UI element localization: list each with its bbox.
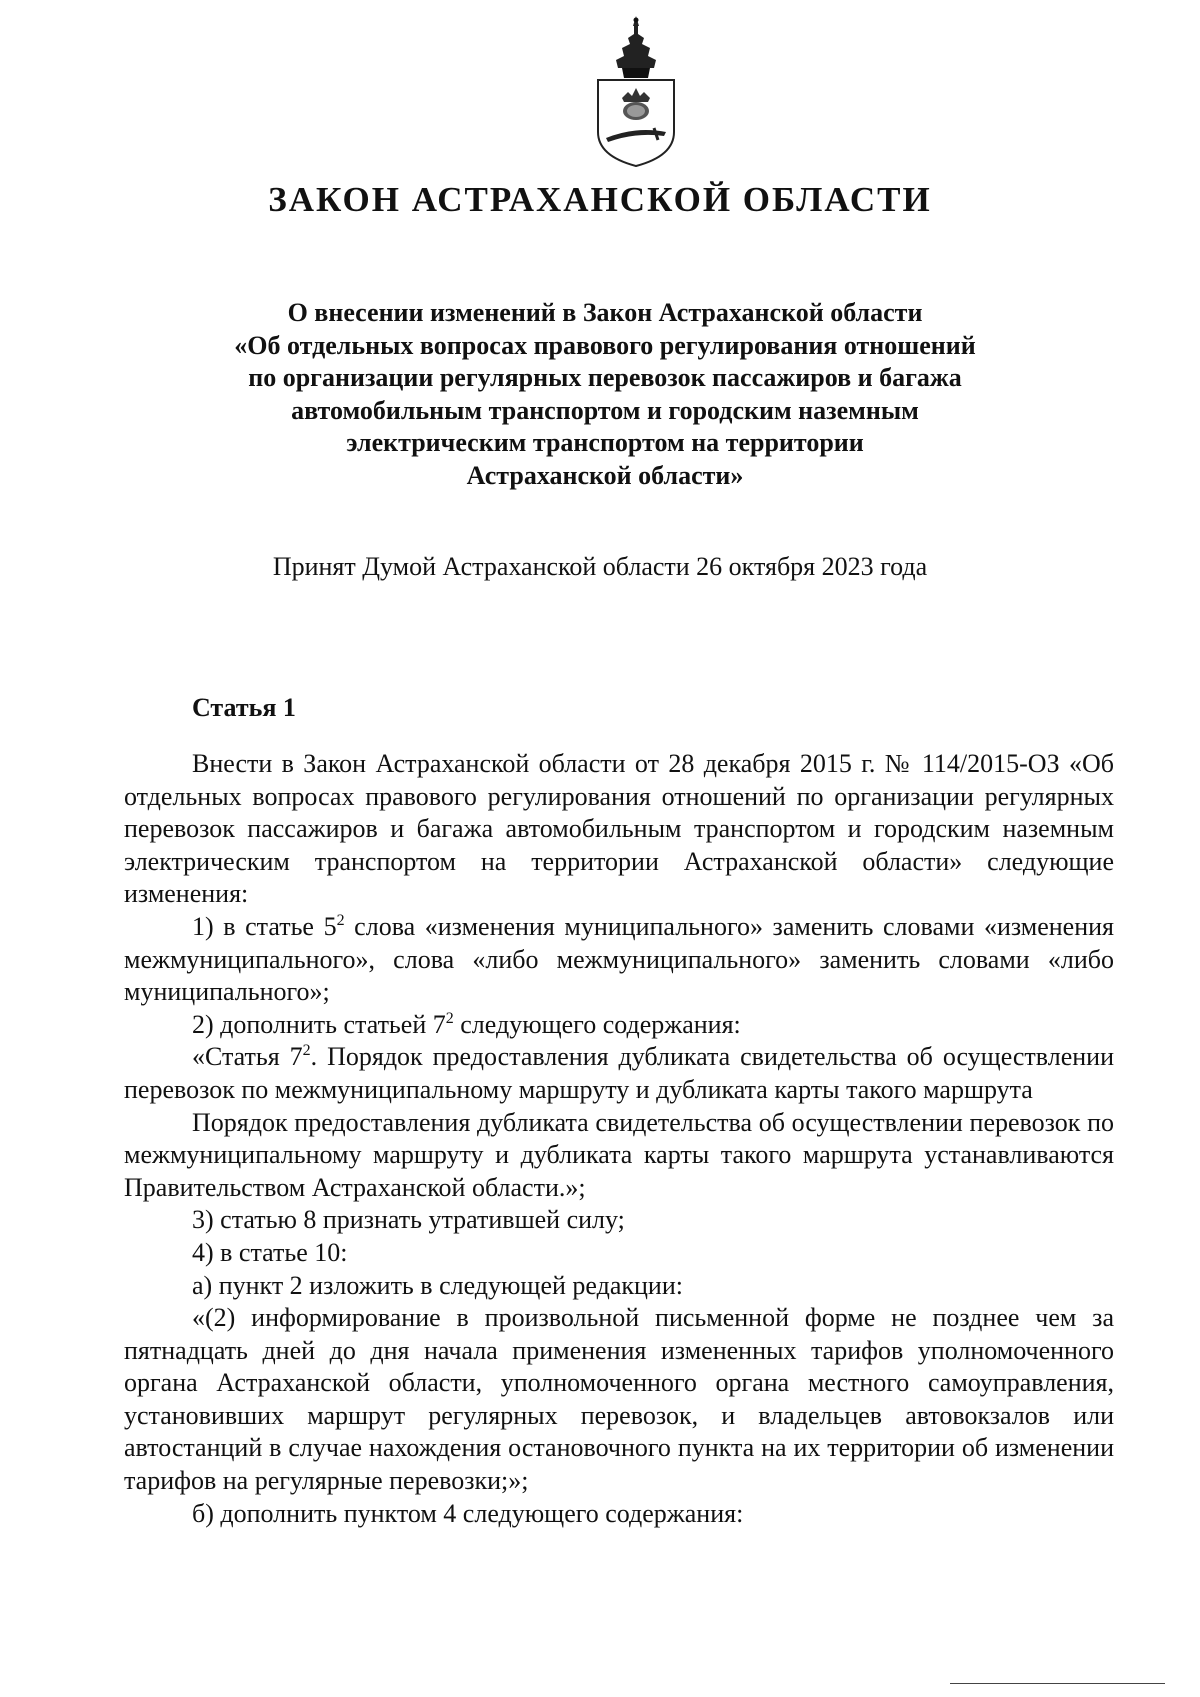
law-subtitle (160, 297, 1050, 492)
subtitle-line: электрическим транспортом на территории (346, 428, 864, 457)
item-2 (124, 1009, 1114, 1042)
coat-of-arms-icon (592, 14, 680, 168)
page-divider (950, 1683, 1165, 1684)
item-1-text: слова «изменения муниципального» заменить словами «изменения межмуниципального», слова «либо межмуниципального» заменить словами «либо муниципального»; (124, 911, 1115, 1007)
item-1-prefix: 1) в статье 5 (192, 911, 337, 941)
item-1 (124, 911, 1114, 1009)
subtitle-line: «Об отдельных вопросах правового регулирования отношений (234, 330, 976, 360)
item-2-text: следующего содержания: (453, 1009, 741, 1039)
item-3: 3) статью 8 признать утратившей силу; (192, 1205, 625, 1235)
subtitle-line: Астраханской области» (466, 460, 744, 490)
item-2-article-text: Порядок предоставления дубликата свидетельства об осуществлении перевозок по межмуниципальному маршруту и дубликата карты такого маршрута устанавливаются Правительством Астраханской области.»; (124, 1107, 1114, 1202)
item-2-article-prefix: «Статья 7 (192, 1042, 303, 1072)
subtitle-line: по организации регулярных перевозок пассажиров и багажа (248, 363, 962, 392)
item-4a: а) пункт 2 изложить в следующей редакции: (192, 1270, 683, 1300)
subtitle-line: автомобильным транспортом и городским наземным (291, 395, 919, 425)
item-2-prefix: 2) дополнить статьей 7 (192, 1009, 446, 1039)
item-4: 4) в статье 10: (192, 1237, 348, 1267)
article-body (124, 748, 1114, 1530)
item-4b: б) дополнить пунктом 4 следующего содержания: (192, 1498, 744, 1528)
intro-paragraph: Внести в Закон Астраханской области от 28 декабря 2015 г. № 114/2015-ОЗ «Об отдельных вопросах правового регулирования отношений по организации регулярных перевозок пассажиров и багажа автомобильным транспортом и городским наземным электрическим транспортом на территории Астраханской области» следующие изменения: (124, 749, 1114, 909)
adoption-note: Принят Думой Астраханской области 26 октября 2023 года (272, 552, 928, 581)
item-2-article-title: . Порядок предоставления дубликата свидетельства об осуществлении перевозок по межмуниципальному маршруту и дубликата карты такого маршрута (124, 1042, 1114, 1104)
item-2-article-superscript: 2 (302, 1042, 311, 1060)
item-2-superscript: 2 (445, 1009, 454, 1027)
article-heading: Статья 1 (192, 693, 296, 722)
law-title: ЗАКОН АСТРАХАНСКОЙ ОБЛАСТИ (268, 180, 932, 219)
subtitle-line: О внесении изменений в Закон Астраханской области (287, 298, 923, 327)
item-2-article-heading (124, 1041, 1114, 1106)
item-1-superscript: 2 (336, 911, 345, 929)
item-4a-text: «(2) информирование в произвольной письменной форме не позднее чем за пятнадцать дней до дня начала применения измененных тарифов уполномоченного органа Астраханской области, уполномоченного органа местного самоуправления, установивших маршрут регулярных перевозок, и владельцев автовокзалов или автостанций в случае нахождения остановочного пункта на их территории об изменении тарифов на регулярные перевозки;»; (124, 1303, 1114, 1496)
